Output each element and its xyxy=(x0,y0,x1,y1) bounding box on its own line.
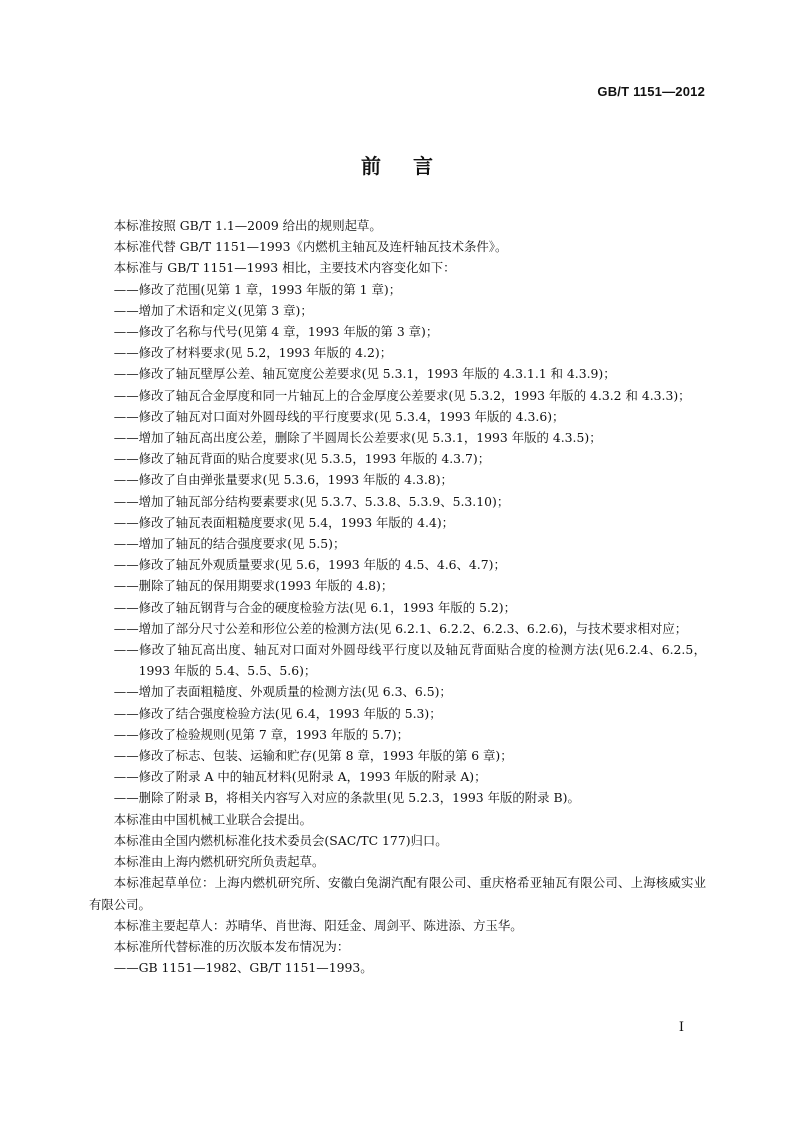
list-item-text: 修改了范围(见第 1 章，1993 年版的第 1 章)； xyxy=(138,281,402,297)
list-item xyxy=(89,787,706,808)
paragraph: 本标准按照 GB/T 1.1—2009 给出的规则起草。 xyxy=(113,218,382,233)
list-item-text: 增加了部分尺寸公差和形位公差的检测方法(见 6.2.1、6.2.2、6.2.3、6.2.6)，与技术要求相对应； xyxy=(138,620,688,636)
list-item-text: 修改了轴瓦合金厚度和同一片轴瓦上的合金厚度公差要求(见 5.3.2，1993 年版的 4.3.2 和 4.3.3)； xyxy=(138,387,691,403)
dash-marker: —— xyxy=(113,960,139,976)
history-item xyxy=(89,957,706,978)
list-item xyxy=(89,554,706,575)
dash-marker: —— xyxy=(113,769,139,785)
list-item xyxy=(89,342,706,363)
list-item-text: 修改了轴瓦钢背与合金的硬度检验方法(见 6.1，1993 年版的 5.2)； xyxy=(138,599,517,615)
list-item-text: 增加了表面粗糙度、外观质量的检测方法(见 6.3、6.5)； xyxy=(138,684,452,700)
list-item-text: 修改了轴瓦背面的贴合度要求(见 5.3.5，1993 年版的 4.3.7)； xyxy=(138,451,491,467)
list-item xyxy=(89,512,706,533)
list-item-text: 增加了轴瓦高出度公差，删除了半圆周长公差要求(见 5.3.1，1993 年版的 4.3.5)； xyxy=(138,430,602,446)
list-item xyxy=(89,321,706,342)
paragraph: 本标准由全国内燃机标准化技术委员会(SAC/TC 177)归口。 xyxy=(113,832,448,848)
paragraph: 本标准所代替标准的历次版本发布情况为： xyxy=(113,938,350,954)
list-item xyxy=(89,745,706,766)
dash-marker: —— xyxy=(113,324,139,340)
list-item xyxy=(89,597,706,618)
list-item-text: 修改了轴瓦高出度、轴瓦对口面对外圆母线平行度以及轴瓦背面贴合度的检测方法(见6.2.4、6.2.5，1993 年版的 5.4、5.5、5.6)； xyxy=(138,642,706,679)
dash-marker: —— xyxy=(113,408,139,424)
page-number: I xyxy=(678,1020,684,1035)
list-item xyxy=(89,300,706,321)
list-item xyxy=(89,427,706,448)
list-item xyxy=(89,363,706,384)
paragraph: 本标准由上海内燃机研究所负责起草。 xyxy=(113,854,325,870)
list-item xyxy=(89,533,706,554)
dash-marker: —— xyxy=(113,366,139,382)
list-item-text: 增加了轴瓦的结合强度要求(见 5.5)； xyxy=(138,536,346,552)
list-item xyxy=(89,448,706,469)
dash-marker: —— xyxy=(113,599,139,615)
list-item xyxy=(89,406,706,427)
dash-marker: —— xyxy=(113,281,139,297)
dash-marker: —— xyxy=(113,748,139,764)
paragraph: 本标准起草单位：上海内燃机研究所、安徽白兔湖汽配有限公司、重庆格希亚轴瓦有限公司、上海核威实业有限公司。 xyxy=(89,875,706,912)
list-item xyxy=(89,279,706,300)
paragraph: 本标准代替 GB/T 1151—1993《内燃机主轴瓦及连杆轴瓦技术条件》。 xyxy=(113,239,508,255)
list-item-text: 修改了检验规则(见第 7 章，1993 年版的 5.7)； xyxy=(138,726,409,742)
list-item xyxy=(89,724,706,745)
list-item-text: 修改了附录 A 中的轴瓦材料(见附录 A，1993 年版的附录 A)； xyxy=(138,769,487,785)
dash-marker: —— xyxy=(113,387,139,403)
list-item-text: 增加了术语和定义(见第 3 章)； xyxy=(138,302,313,318)
dash-marker: —— xyxy=(113,514,139,530)
list-item xyxy=(89,385,706,406)
list-item-text: 修改了轴瓦对口面对外圆母线的平行度要求(见 5.3.4，1993 年版的 4.3.6)； xyxy=(138,408,565,424)
history-item-text: GB 1151—1982、GB/T 1151—1993。 xyxy=(138,960,373,976)
dash-marker: —— xyxy=(113,705,139,721)
standard-number: GB/T 1151—2012 xyxy=(597,84,705,99)
paragraph: 本标准主要起草人：苏晴华、肖世海、阳廷金、周剑平、陈进添、方玉华。 xyxy=(113,917,523,933)
list-item-text: 修改了材料要求(见 5.2，1993 年版的 4.2)； xyxy=(138,345,393,361)
dash-marker: —— xyxy=(113,536,139,552)
list-item-text: 删除了附录 B，将相关内容写入对应的条款里(见 5.2.3，1993 年版的附录 B)。 xyxy=(138,790,580,806)
dash-marker: —— xyxy=(113,345,139,361)
dash-marker: —— xyxy=(113,726,139,742)
list-item xyxy=(89,469,706,490)
dash-marker: —— xyxy=(113,493,139,509)
list-item xyxy=(89,639,706,681)
list-item xyxy=(89,491,706,512)
page-title: 前言 xyxy=(361,154,465,178)
paragraph: 本标准与 GB/T 1151—1993 相比，主要技术内容变化如下： xyxy=(113,260,456,276)
dash-marker: —— xyxy=(113,642,139,658)
dash-marker: —— xyxy=(113,790,139,806)
list-item-text: 修改了名称与代号(见第 4 章，1993 年版的第 3 章)； xyxy=(138,324,439,340)
dash-marker: —— xyxy=(113,578,139,594)
list-item-text: 修改了自由弹张量要求(见 5.3.6，1993 年版的 4.3.8)； xyxy=(138,472,453,488)
list-item-text: 修改了轴瓦壁厚公差、轴瓦宽度公差要求(见 5.3.1，1993 年版的 4.3.1.1 和 4.3.9)； xyxy=(138,366,616,382)
foreword-body xyxy=(89,215,706,978)
dash-marker: —— xyxy=(113,472,139,488)
list-item xyxy=(89,703,706,724)
paragraph: 本标准由中国机械工业联合会提出。 xyxy=(113,811,313,827)
list-item-text: 删除了轴瓦的保用期要求(1993 年版的 4.8)； xyxy=(138,578,394,594)
list-item-text: 修改了标志、包装、运输和贮存(见第 8 章，1993 年版的第 6 章)； xyxy=(138,748,513,764)
list-item xyxy=(89,681,706,702)
dash-marker: —— xyxy=(113,302,139,318)
dash-marker: —— xyxy=(113,620,139,636)
dash-marker: —— xyxy=(113,684,139,700)
list-item xyxy=(89,766,706,787)
dash-marker: —— xyxy=(113,430,139,446)
list-item-text: 修改了结合强度检验方法(见 6.4，1993 年版的 5.3)； xyxy=(138,705,442,721)
list-item-text: 修改了轴瓦外观质量要求(见 5.6，1993 年版的 4.5、4.6、4.7)； xyxy=(138,557,506,573)
list-item-text: 修改了轴瓦表面粗糙度要求(见 5.4，1993 年版的 4.4)； xyxy=(138,514,455,530)
list-item xyxy=(89,575,706,596)
list-item xyxy=(89,618,706,639)
list-item-text: 增加了轴瓦部分结构要素要求(见 5.3.7、5.3.8、5.3.9、5.3.10)； xyxy=(138,493,510,509)
dash-marker: —— xyxy=(113,451,139,467)
changes-list xyxy=(89,279,706,809)
dash-marker: —— xyxy=(113,557,139,573)
